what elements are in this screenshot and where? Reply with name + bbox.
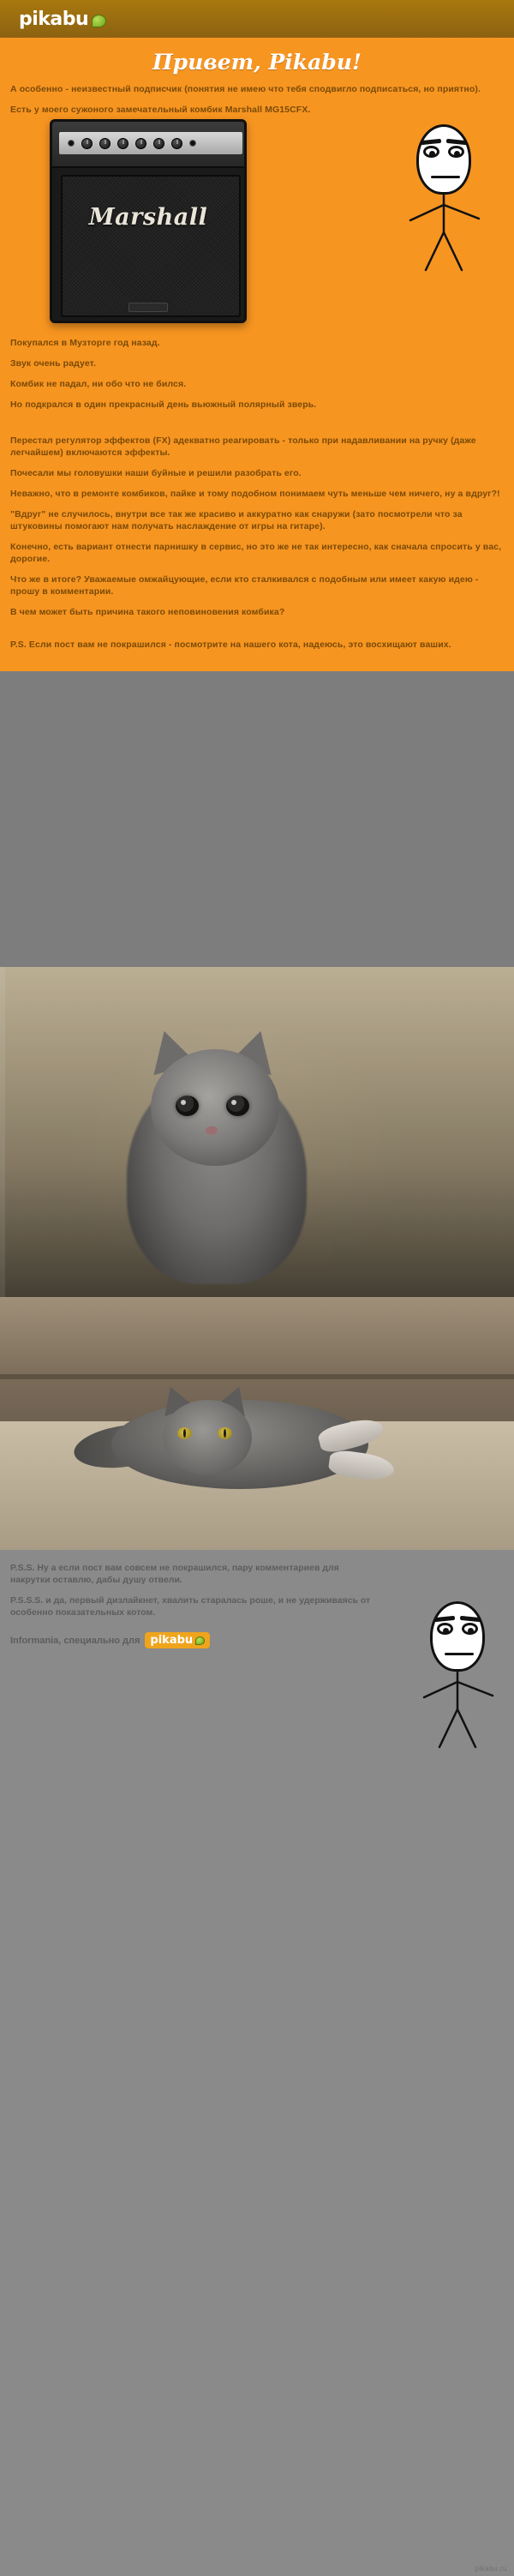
signature-text: Informania, специально для	[10, 1635, 140, 1646]
amp-control-panel-area	[52, 122, 244, 168]
amp-speaker-grille	[61, 175, 241, 317]
cat-eye-left	[177, 1427, 192, 1439]
eyebrow-left-icon	[421, 139, 441, 145]
mouth-icon	[445, 1653, 474, 1655]
photo-cat	[0, 1297, 514, 1550]
outro-paragraph: P.S.S.S. и да, первый дизлайкнет, хвалить старалась роше, и не удерживаясь от особенно показательных котом.	[10, 1595, 371, 1618]
amp-knob-middle	[117, 138, 128, 149]
derp-face-head-icon	[430, 1601, 485, 1672]
derp-face-head-icon	[416, 124, 471, 195]
post-paragraph: Но подкрался в один прекрасный день вьюжный полярный зверь.	[10, 399, 317, 410]
amp-knob-volume	[171, 138, 182, 149]
amp-knob-gain	[81, 138, 93, 149]
amp-headphone-jack-icon	[189, 140, 196, 147]
cat-head	[163, 1400, 252, 1475]
signature-logo[interactable]	[145, 1632, 210, 1648]
speech-bubble-leaf-icon	[92, 15, 106, 27]
post-paragraph: Что же в итоге? Уважаемые омжайцующие, если кто сталкивался с подобным или имеет какую идею - прошу в комментарии.	[10, 574, 479, 597]
amp-model-badge	[128, 303, 168, 312]
post-paragraph: "Вдруг" не случилось, внутри все так же красиво и аккуратно как снаружи (зато посмотрели что за штуковины помогают нам получать наслаждение от игры на гитаре).	[10, 509, 463, 531]
post-paragraph: Почесали мы головушки наши буйные и решили разобрать его.	[10, 468, 302, 478]
eye-right-icon	[448, 146, 464, 158]
post-outro-section	[0, 1550, 514, 2576]
post-paragraph: В чем может быть причина такого неповиновения комбика?	[10, 607, 285, 617]
photo-kitten	[0, 967, 514, 1297]
site-logo-text: pikabu	[19, 8, 89, 30]
post-paragraph: Есть у моего сужоного замечательный комбик Marshall MG15CFX.	[10, 105, 311, 115]
signature-logo-text: pikabu	[150, 1634, 194, 1647]
post-paragraph: P.S. Если пост вам не покрашился - посмотрите на нашего кота, надеюсь, это восхищают ваших.	[10, 639, 451, 650]
site-header	[0, 0, 514, 38]
post-paragraph: Звук очень радует.	[10, 358, 96, 369]
outro-paragraph: P.S.S. Ну а если пост вам совсем не покрашился, пару комментариев для накрутки оставлю, дабы душу отвели.	[10, 1563, 339, 1585]
site-watermark: pikabu.ru	[475, 2565, 507, 2573]
post-paragraph: А особенно - неизвестный подписчик (понятия не имею что тебя сподвигло подписаться, но приятно).	[10, 84, 481, 94]
page-title: Привет, Pikabu!	[152, 50, 362, 75]
post-paragraph: Неважно, что в ремонте комбиков, пайке и тому подобном понимаем чуть меньше чем ничего, ну а вдруг?!	[10, 489, 500, 499]
post-orange-section	[0, 38, 514, 671]
amp-brand-label: Marshall	[88, 204, 208, 231]
derp-face-figure-top	[392, 124, 495, 272]
eyebrow-right-icon	[460, 1616, 481, 1622]
guitar-amplifier-image	[50, 119, 247, 323]
speech-bubble-leaf-icon	[195, 1636, 205, 1645]
post-paragraph: Конечно, есть вариант отнести парнишку в сервис, но это же не так интересно, как сначала спросить у вас, дорогие.	[10, 542, 502, 564]
site-logo[interactable]	[19, 9, 106, 30]
post-paragraph: Перестал регулятор эффектов (FX) адекватно реагировать - только при надавливании на ручку (даже легчайшем) включаются эффекты.	[10, 435, 476, 458]
amp-knob-treble	[135, 138, 146, 149]
amp-illustration-row	[10, 117, 504, 332]
amp-knob-fx	[153, 138, 164, 149]
kitten-head	[151, 1049, 279, 1166]
amp-input-jack-icon	[68, 140, 75, 147]
stick-figure-body	[392, 195, 495, 272]
amp-knob-bass	[99, 138, 111, 149]
amp-knob-panel	[59, 132, 242, 154]
cat-eye-right	[218, 1427, 232, 1439]
kitten-eye-left	[176, 1096, 199, 1116]
eyebrow-right-icon	[446, 139, 467, 145]
stick-figure-body	[406, 1672, 509, 1749]
eye-right-icon	[462, 1623, 478, 1635]
eye-left-icon	[423, 146, 439, 158]
eyebrow-left-icon	[434, 1616, 455, 1622]
kitten-nose	[206, 1126, 218, 1135]
post-paragraph: Покупался в Музторге год назад.	[10, 338, 160, 348]
eye-left-icon	[437, 1623, 453, 1635]
post-paragraph: Комбик не падал, ни обо что не бился.	[10, 379, 187, 389]
derp-face-figure-bottom	[406, 1601, 509, 1749]
kitten-eye-right	[226, 1096, 249, 1116]
mouth-icon	[431, 176, 460, 178]
cat-couch-back	[0, 1297, 514, 1379]
